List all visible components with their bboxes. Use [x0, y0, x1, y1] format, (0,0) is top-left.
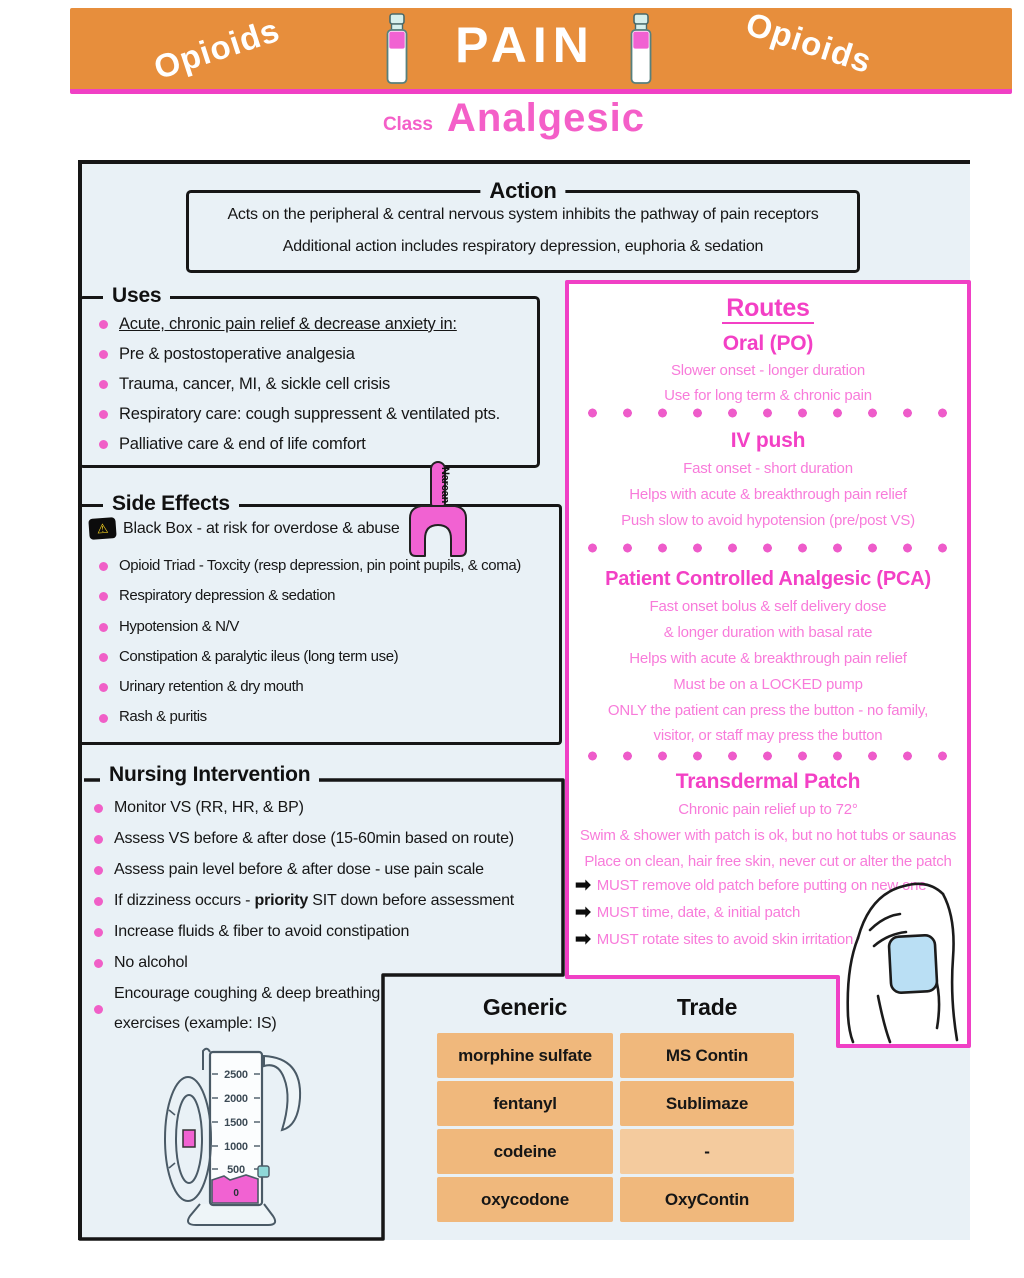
dotted-divider — [575, 542, 963, 554]
list-item: Pre & postostoperative analgesia — [95, 339, 531, 369]
must-item-row: ➡ MUST rotate sites to avoid skin irritation — [575, 929, 854, 950]
list-item: Monitor VS (RR, HR, & BP) — [90, 792, 550, 823]
svg-text:1000: 1000 — [224, 1141, 248, 1153]
table-cell-trade: Sublimaze — [620, 1081, 794, 1126]
medicine-vial-icon — [628, 12, 654, 86]
route-line: Chronic pain relief up to 72° — [678, 801, 858, 818]
arrow-icon: ➡ — [575, 875, 591, 896]
opioids-label-left: Opioids — [149, 10, 285, 87]
action-heading: Action — [480, 178, 565, 204]
list-item: Palliative care & end of life comfort — [95, 429, 531, 459]
list-item: Encourage coughing & deep breathing exercises (example: IS) — [90, 978, 386, 1039]
list-item: No alcohol — [90, 947, 550, 978]
black-box-warning-row — [89, 518, 400, 539]
list-item: Acute, chronic pain relief & decrease anxiety in: — [95, 309, 531, 339]
svg-text:2000: 2000 — [224, 1093, 248, 1105]
list-item: Rash & puritis — [95, 702, 555, 732]
dotted-divider — [575, 750, 963, 762]
incentive-spirometer-illustration — [152, 1046, 312, 1234]
svg-text:2500: 2500 — [224, 1069, 248, 1081]
list-item: Urinary retention & dry mouth — [95, 672, 555, 702]
table-cell-generic: oxycodone — [437, 1177, 613, 1222]
shoulder-patch-illustration — [838, 876, 974, 1046]
list-item: Respiratory care: cough suppressent & ventilated pts. — [95, 399, 531, 429]
black-box-warning-text: Black Box - at risk for overdose & abuse — [123, 519, 400, 537]
uses-heading: Uses — [103, 284, 170, 308]
uses-section — [78, 284, 540, 468]
route-pca-heading: Patient Controlled Analgesic (PCA) — [605, 568, 931, 590]
route-line: ONLY the patient can press the button - no family, — [607, 702, 929, 719]
route-line: Helps with acute & breakthrough pain relief — [629, 650, 907, 667]
route-line: Push slow to avoid hypotension (pre/post VS) — [621, 512, 915, 529]
list-item: Hypotension & N/V — [95, 612, 555, 642]
narcan-nasal-spray-icon — [404, 460, 474, 562]
list-item: Respiratory depression & sedation — [95, 581, 555, 611]
route-patch-heading: Transdermal Patch — [675, 770, 861, 793]
must-item-row: ➡ MUST time, date, & initial patch — [575, 902, 801, 923]
svg-text:0: 0 — [233, 1188, 239, 1199]
list-item: Increase fluids & fiber to avoid constipation — [90, 916, 550, 947]
routes-title: Routes — [567, 294, 969, 323]
route-line: Must be on a LOCKED pump — [673, 676, 863, 693]
route-oral-heading: Oral (PO) — [722, 332, 814, 355]
action-line-1: Acts on the peripheral & central nervous system inhibits the pathway of pain receptors — [227, 206, 819, 223]
route-line: Place on clean, hair free skin, never cut or alter the patch — [584, 853, 952, 870]
side-effects-section — [78, 492, 562, 745]
generic-column-header: Generic — [482, 994, 568, 1020]
route-line: & longer duration with basal rate — [663, 624, 873, 641]
class-label: Class — [383, 114, 433, 135]
route-line: Swim & shower with patch is ok, but no hot tubs or saunas — [579, 827, 957, 844]
side-effects-list — [95, 551, 555, 733]
route-line: Helps with acute & breakthrough pain relief — [629, 486, 907, 503]
class-value: Analgesic — [447, 96, 645, 140]
uses-list — [95, 309, 531, 459]
list-item: If dizziness occurs - priority SIT down before assessment — [90, 885, 550, 916]
must-item-row: ➡ MUST remove old patch before putting on new one — [575, 875, 927, 896]
route-line: Slower onset - longer duration — [670, 362, 866, 379]
route-line: Fast onset - short duration — [683, 460, 853, 477]
svg-text:500: 500 — [227, 1164, 245, 1176]
page-title: PAIN — [455, 17, 595, 73]
svg-text:Narcan: Narcan — [439, 467, 451, 504]
list-item: Assess pain level before & after dose - use pain scale — [90, 854, 550, 885]
medicine-vial-icon — [384, 12, 410, 86]
black-box-warning-icon: ⚠ — [88, 517, 116, 540]
table-cell-generic: morphine sulfate — [437, 1033, 613, 1078]
table-cell-generic: codeine — [437, 1129, 613, 1174]
table-cell-generic: fentanyl — [437, 1081, 613, 1126]
table-cell-trade: - — [620, 1129, 794, 1174]
opioids-label-right: Opioids — [741, 4, 877, 81]
list-item: Trauma, cancer, MI, & sickle cell crisis — [95, 369, 531, 399]
route-iv-heading: IV push — [730, 429, 806, 452]
table-cell-trade: MS Contin — [620, 1033, 794, 1078]
action-line-2: Additional action includes respiratory depression, euphoria & sedation — [282, 238, 764, 255]
arrow-icon: ➡ — [575, 929, 591, 950]
table-cell-trade: OxyContin — [620, 1177, 794, 1222]
list-item: Constipation & paralytic ileus (long term use) — [95, 642, 555, 672]
nursing-heading: Nursing Intervention — [100, 763, 319, 787]
svg-text:1500: 1500 — [224, 1117, 248, 1129]
arrow-icon: ➡ — [575, 902, 591, 923]
dotted-divider — [575, 407, 963, 419]
list-item: Assess VS before & after dose (15-60min based on route) — [90, 823, 550, 854]
route-line: Fast onset bolus & self delivery dose — [649, 598, 887, 615]
priority-emphasis: priority — [254, 892, 309, 909]
route-line: visitor, or staff may press the button — [653, 727, 883, 744]
action-section — [186, 178, 860, 273]
side-effects-heading: Side Effects — [103, 492, 239, 516]
list-item: Opioid Triad - Toxcity (resp depression, pin point pupils, & coma) — [95, 551, 555, 581]
trade-column-header: Trade — [676, 994, 738, 1020]
route-line: Use for long term & chronic pain — [664, 387, 872, 404]
